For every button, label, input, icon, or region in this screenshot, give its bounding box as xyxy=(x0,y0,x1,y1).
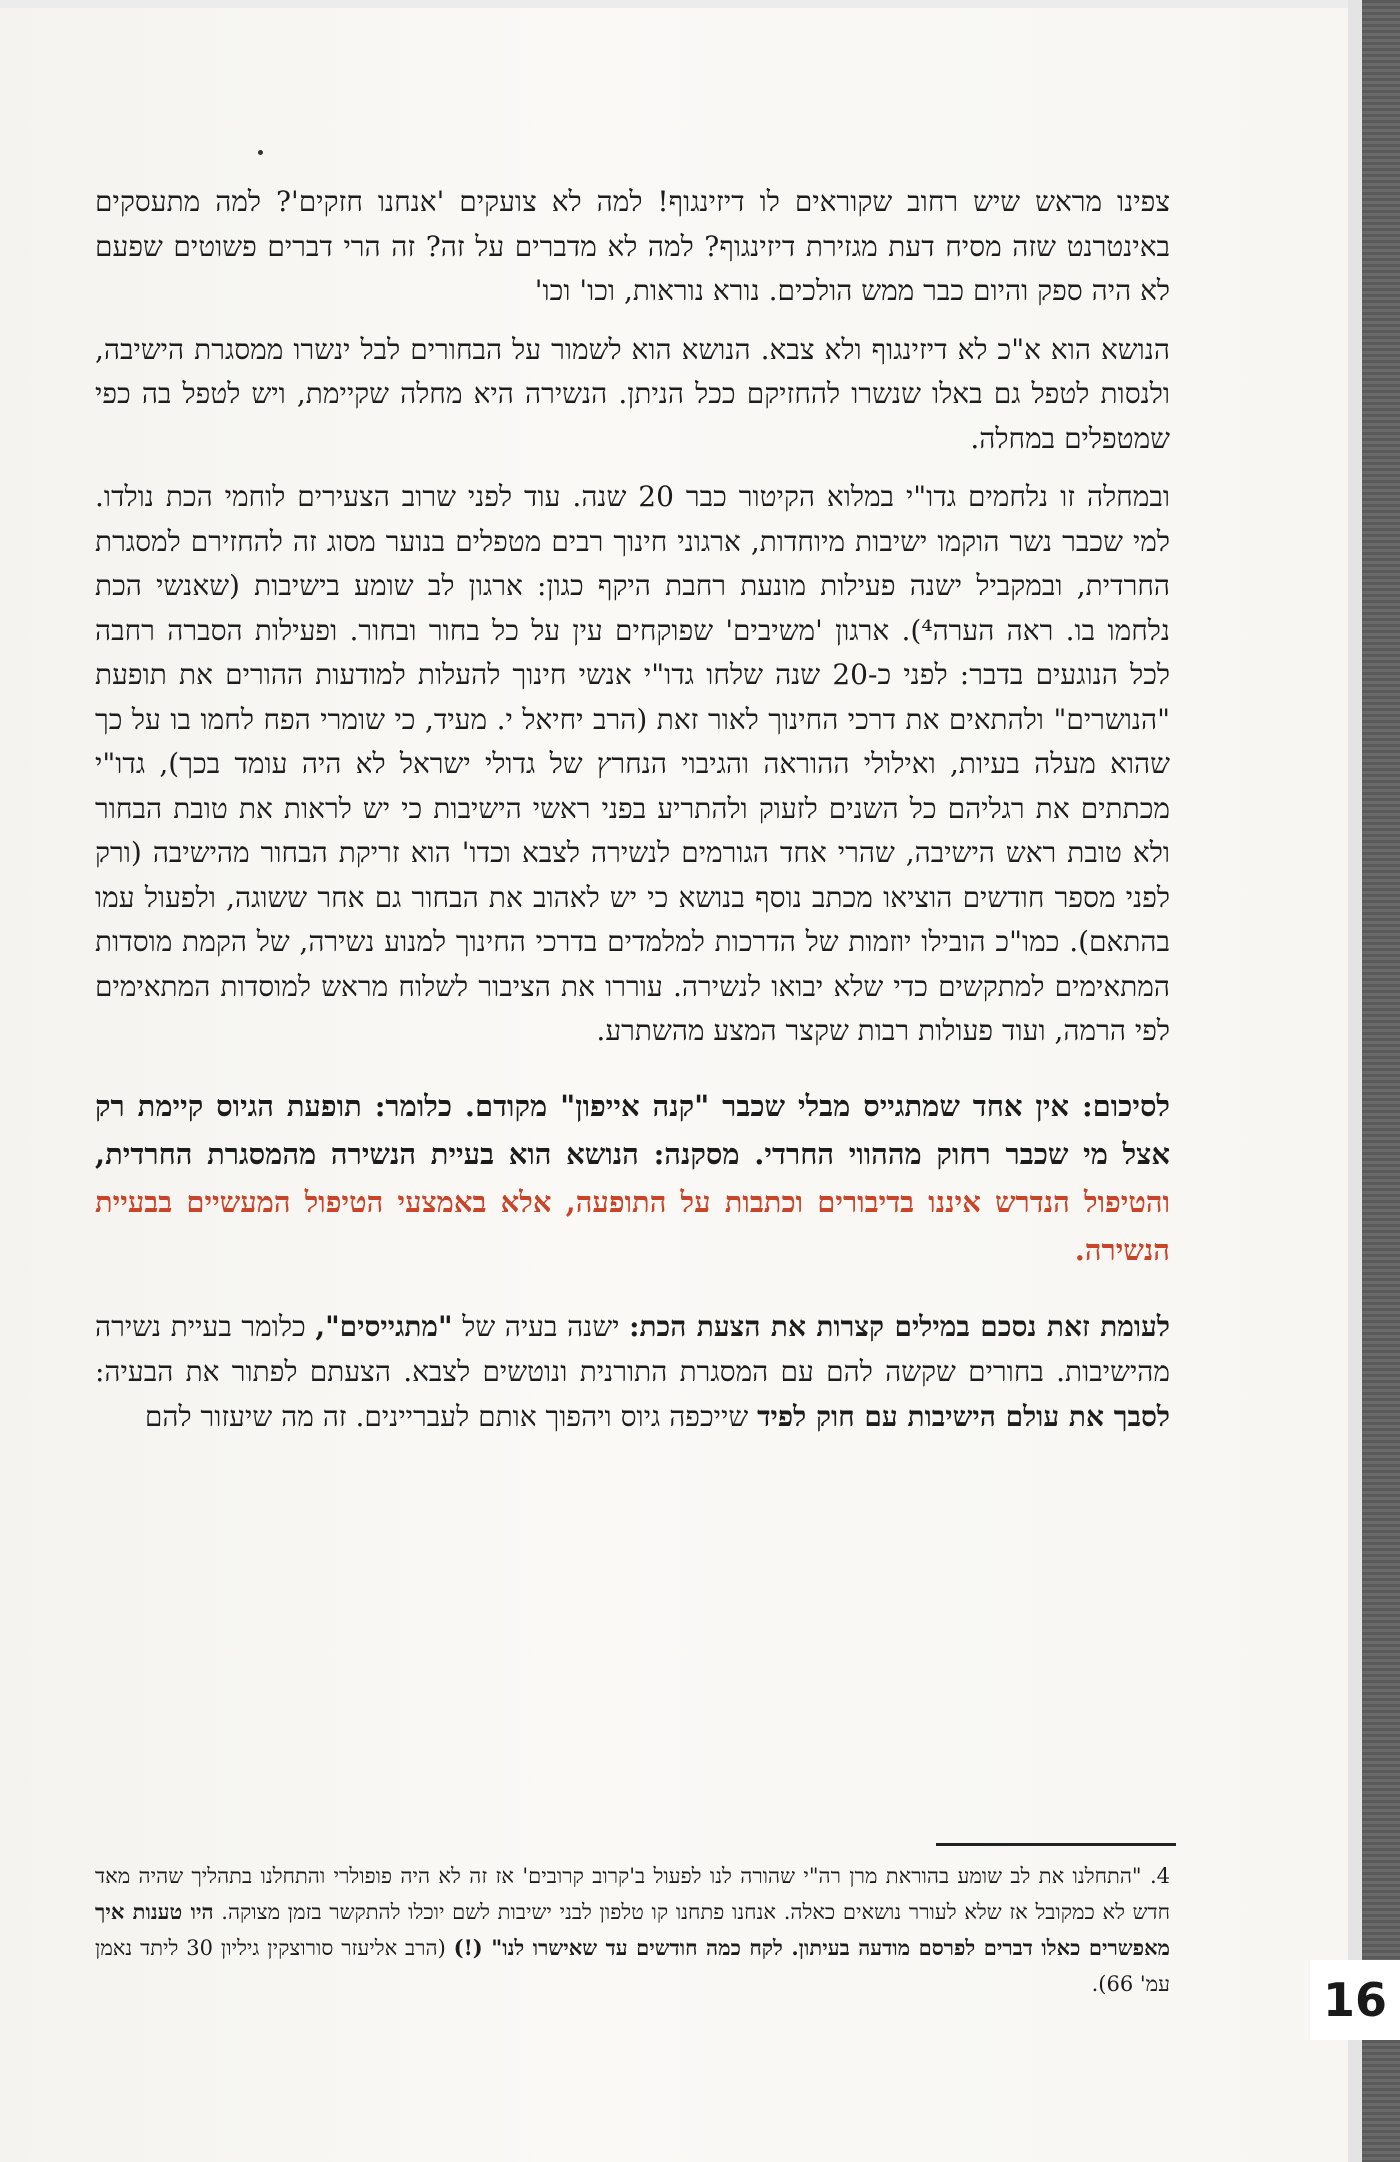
closing-text-2: כלומר בעיית נשירה מהישיבות. בחורים שקשה להם עם המסגרת התורנית ונוטשים לצבא. הצעתם לפתור את הבעיה: xyxy=(95,1309,1170,1388)
body-text xyxy=(95,180,1170,1453)
paragraph-3: ובמחלה זו נלחמים גדו"י במלוא הקיטור כבר 20 שנה. עוד לפני שרוב הצעירים לוחמי הכת נולדו. למי שכבר נשר הוקמו ישיבות מיוחדות, ארגוני חינוך רבים מטפלים בנוער מסוג זה להחזירם למסגרת החרדית, ובמקביל ישנה פעילות מונעת רחבת היקף כגון: ארגון לב שומע בישיבות (שאנשי הכת נלחמו בו. ראה הערה⁴). ארגון 'משיבים' שפוקחים עין על כל בחור ובחור. ופעילות הסברה רחבה לכל הנוגעים בדבר: לפני כ-20 שנה שלחו גדו"י אנשי חינוך להעלות למודעות ההורים את תופעת "הנושרים" ולהתאים את דרכי החינוך לאור זאת (הרב יחיאל י. מעיד, כי שומרי הפח לחמו בו על כך שהוא מעלה בעיות, ואילולי ההוראה והגיבוי הנחרץ של גדולי ישראל לא היה עומד בכך), גדו"י מכתתים את רגליהם כל השנים לזעוק ולהתריע בפני ראשי הישיבות כי יש לראות את טובת הבחור ולא טובת ראש הישיבה, שהרי אחד הגורמים לנשירה לצבא וכדו' הוא זריקת הבחור מהישיבה (ורק לפני מספר חודשים הוציאו מכתב נוסף בנושא כי יש לאהוב את הבחור גם אחר ששוגה, ולפעול עמו בהתאם). כמו"כ הובילו יוזמות של הדרכות למלמדים בדרכי החינוך למנוע נשירה, של הקמת מוסדות המתאימים למתקשים כדי שלא יבואו לנשירה. עוררו את הציבור לשלוח מראש למוסדות המתאימים לפי הרמה, ועוד פעולות רבות שקצר המצע מהשתרע. xyxy=(95,480,1171,1047)
closing-paragraph xyxy=(95,1304,1170,1439)
page-edge-bar xyxy=(1362,0,1400,2162)
footnote-text-1: 4. "התחלנו את לב שומע בהוראת מרן רה"י שהורה לנו לפעול ב'קרוב קרובים' אז זה לא היה פופולרי והתחלנו בתהליך שהיה מאד חדש לא כמקובל אז שלא לעורר נושאים כאלה. אנחנו פתחנו קו טלפון לבני ישיבות לשם יוכלו להתקשר בזמן מצוקה. xyxy=(95,1864,1170,1924)
closing-bold-2: לסבך את עולם הישיבות עם חוק לפיד xyxy=(757,1399,1170,1433)
closing-text-1: ישנה בעיה של xyxy=(462,1309,620,1343)
footnote-divider xyxy=(936,1843,1176,1846)
summary-text: לסיכום: אין אחד שמתגייס מבלי שכבר "קנה אייפון" מקודם. כלומר: תופעת הגיוס קיימת רק אצל מי שכבר רחוק מההווי החרדי. מסקנה: הנושא הוא בעיית הנשירה מהמסגרת החרדית, xyxy=(95,1088,1170,1171)
binding-shadow xyxy=(1348,0,1362,2162)
paragraph-1: צפינו מראש שיש רחוב שקוראים לו דיזינגוף! למה לא צועקים 'אנחנו חזקים'? למה מתעסקים באינטרנט שזה מסיח דעת מגזירת דיזינגוף? למה לא מדברים על זה? זה הרי דברים פשוטים שפעם לא היה ספק והיום כבר ממש הולכים. נורא נוראות, וכו' וכו' xyxy=(95,185,1170,307)
page-top-edge xyxy=(0,0,1400,8)
footnote xyxy=(95,1858,1170,2002)
closing-lead: לעומת זאת נסכם במילים קצרות את הצעת הכת: xyxy=(629,1309,1171,1343)
speck-mark xyxy=(258,150,263,155)
summary-paragraph xyxy=(95,1082,1170,1274)
summary-highlight: והטיפול הנדרש איננו בדיבורים וכתבות על התופעה, אלא באמצעי הטיפול המעשיים בבעיית הנשירה. xyxy=(95,1184,1170,1267)
page-number: 16 xyxy=(1310,1960,1400,2040)
footnote-4 xyxy=(95,1858,1170,2002)
paragraph-2: הנושא הוא א"כ לא דיזינגוף ולא צבא. הנושא הוא לשמור על הבחורים לבל ינשרו ממסגרת הישיבה, ולנסות לטפל גם באלו שנשרו להחזיקם ככל הניתן. הנשירה היא מחלה שקיימת, ויש לטפל בה כפי שמטפלים במחלה. xyxy=(95,332,1170,455)
footnote-source: (הרב אליעזר סורוצקין גיליון 30 ליתד נאמן עמ' 66). xyxy=(95,1936,1170,1996)
footnote-bold: היו טענות איך מאפשרים כאלו דברים לפרסם מודעה בעיתון. לקח כמה חודשים עד שאישרו לנו" (!) xyxy=(95,1899,1170,1960)
closing-text-3: שייכפה גיוס ויהפוך אותם לעבריינים. זה מה שיעזור להם xyxy=(144,1399,749,1433)
closing-bold-1: "מתגייסים", xyxy=(315,1309,453,1343)
